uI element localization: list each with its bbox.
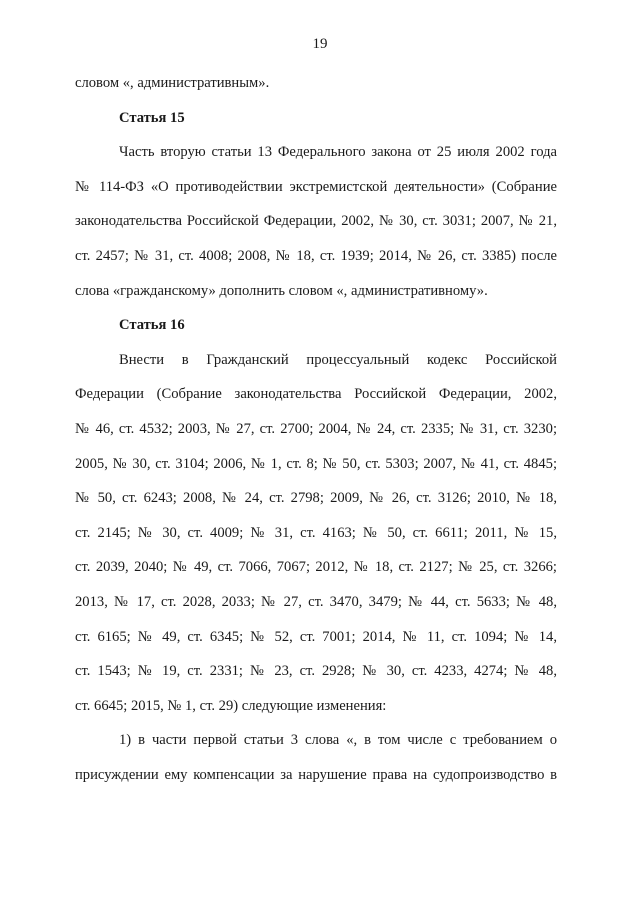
continuation-line: словом «, административным». xyxy=(75,75,270,91)
paragraph-line: ст. 1543; № 19, ст. 2331; № 23, ст. 2928; № 30, ст. 4233, 4274; № 48, xyxy=(75,663,557,680)
document-body xyxy=(75,66,557,792)
article-16-heading: Статья 16 xyxy=(119,317,185,334)
article-16-paragraph xyxy=(75,343,557,724)
paragraph-line: 2013, № 17, ст. 2028, 2033; № 27, ст. 3470, 3479; № 44, ст. 5633; № 48, xyxy=(75,593,557,610)
paragraph-line: законодательства Российской Федерации, 2002, № 30, ст. 3031; 2007, № 21, xyxy=(75,213,557,230)
paragraph-line: 1) в части первой статьи 3 слова «, в том числе с требованием о xyxy=(119,732,557,749)
paragraph-line: Внести в Гражданский процессуальный кодекс Российской xyxy=(119,351,557,368)
paragraph-line: ст. 6645; 2015, № 1, ст. 29) следующие изменения: xyxy=(75,697,387,714)
paragraph-line: Часть вторую статьи 13 Федерального закона от 25 июля 2002 года xyxy=(119,144,557,161)
paragraph-line: ст. 2039, 2040; № 49, ст. 7066, 7067; 2012, № 18, ст. 2127; № 25, ст. 3266; xyxy=(75,559,557,576)
paragraph-line: ст. 2457; № 31, ст. 4008; 2008, № 18, ст. 1939; 2014, № 26, ст. 3385) после xyxy=(75,247,557,264)
page-number: 19 xyxy=(312,36,328,52)
paragraph-line: № 50, ст. 6243; 2008, № 24, ст. 2798; 2009, № 26, ст. 3126; 2010, № 18, xyxy=(75,490,557,507)
paragraph-line: Федерации (Собрание законодательства Российской Федерации, 2002, xyxy=(75,386,557,403)
paragraph-line: 2005, № 30, ст. 3104; 2006, № 1, ст. 8; № 50, ст. 5303; 2007, № 41, ст. 4845; xyxy=(75,455,557,472)
paragraph-line: присуждении ему компенсации за нарушение права на судопроизводство в xyxy=(75,766,557,783)
paragraph-line: ст. 6165; № 49, ст. 6345; № 52, ст. 7001; 2014, № 11, ст. 1094; № 14, xyxy=(75,628,557,645)
article-16-item-1 xyxy=(75,723,557,792)
paragraph-line: № 114-ФЗ «О противодействии экстремистской деятельности» (Собрание xyxy=(75,178,557,195)
article-15-heading: Статья 15 xyxy=(119,109,185,126)
paragraph-line: № 46, ст. 4532; 2003, № 27, ст. 2700; 2004, № 24, ст. 2335; № 31, ст. 3230; xyxy=(75,420,557,437)
paragraph-line: ст. 2145; № 30, ст. 4009; № 31, ст. 4163; № 50, ст. 6611; 2011, № 15, xyxy=(75,524,557,541)
paragraph-line: слова «гражданскому» дополнить словом «, административному». xyxy=(75,282,488,299)
article-15-paragraph xyxy=(75,135,557,308)
